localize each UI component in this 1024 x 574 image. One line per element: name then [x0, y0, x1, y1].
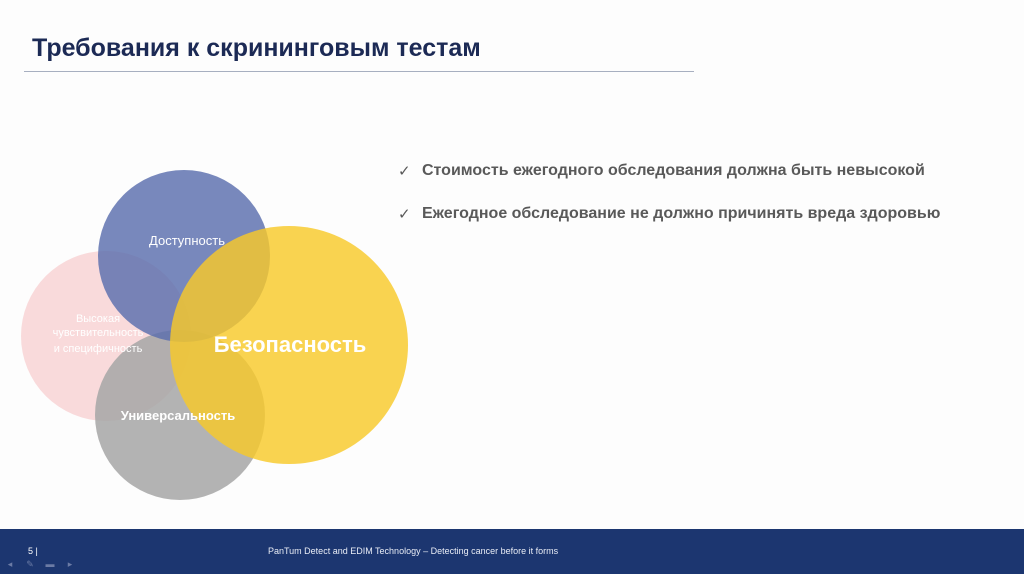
- venn-label-universality: Универсальность: [120, 408, 236, 423]
- footer-text: PanTum Detect and EDIM Technology – Detecting cancer before it forms: [268, 546, 559, 556]
- venn-label-safety: Безопасность: [213, 332, 367, 357]
- venn-label-sensitivity-line2: чувствительность: [52, 327, 144, 339]
- check-icon: ✓: [398, 163, 411, 180]
- bullet-text: Ежегодное обследование не должно причинять вреда здоровью: [422, 205, 941, 222]
- slideshow-controls: [4, 559, 76, 569]
- venn-label-sensitivity-line1: Высокая: [75, 313, 121, 325]
- bullet-item: [398, 162, 1008, 180]
- arrow-left-icon[interactable]: ◂: [7, 559, 13, 569]
- bullet-list: [398, 162, 1008, 248]
- venn-label-sensitivity-line3: и специфичность: [53, 343, 143, 355]
- arrow-right-icon[interactable]: ▸: [67, 559, 73, 569]
- page-number: 5 |: [28, 546, 38, 556]
- page-title: Требования к скрининговым тестам: [32, 34, 481, 62]
- footer-bar: [0, 529, 1024, 574]
- menu-icon[interactable]: ▬: [45, 559, 55, 569]
- check-icon: ✓: [398, 206, 411, 223]
- bullet-item: [398, 205, 1008, 223]
- bullet-text: Стоимость ежегодного обследования должна быть невысокой: [422, 162, 925, 179]
- pen-icon[interactable]: ✎: [26, 559, 34, 569]
- venn-label-accessibility: Доступность: [149, 233, 225, 248]
